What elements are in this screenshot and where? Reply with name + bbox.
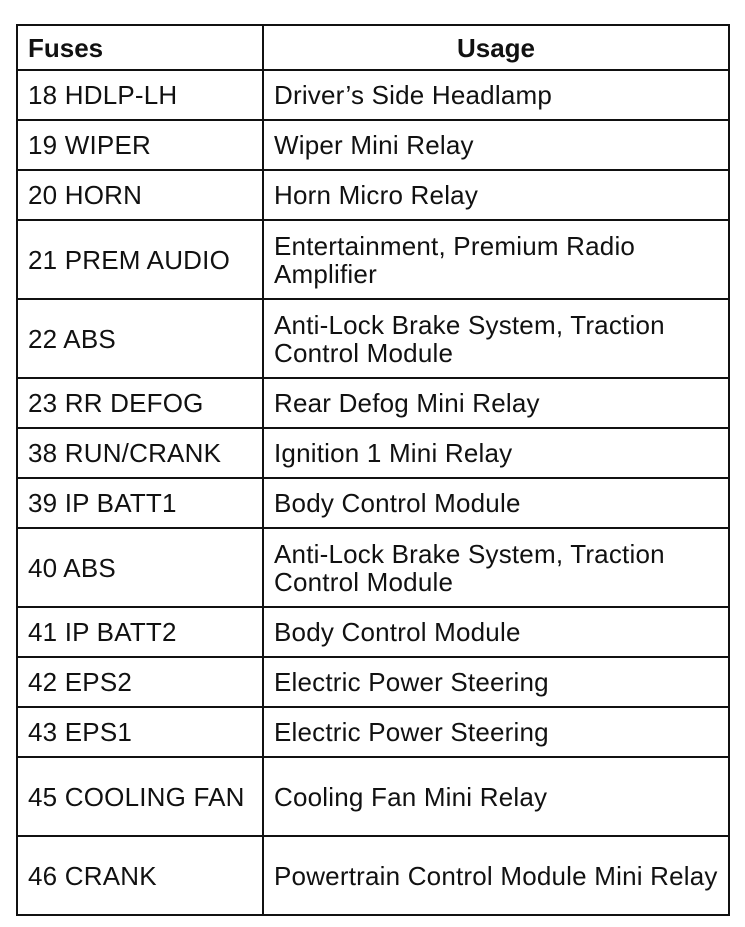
usage-label: Body Control Module: [274, 488, 521, 518]
usage-cell: [263, 170, 729, 220]
fuse-label: 40 ABS: [28, 552, 116, 583]
usage-label: Wiper Mini Relay: [274, 130, 474, 160]
table-row: [17, 299, 729, 378]
fuse-label: 23 RR DEFOG: [28, 388, 204, 418]
fuse-label: 18 HDLP-LH: [28, 80, 178, 110]
usage-cell: [263, 657, 729, 707]
fuse-cell: [17, 170, 263, 220]
fuse-label: 46 CRANK: [28, 860, 157, 891]
fuse-cell: [17, 70, 263, 120]
usage-label: Electric Power Steering: [274, 667, 549, 697]
usage-label: Electric Power Steering: [274, 717, 549, 747]
usage-cell: [263, 757, 729, 836]
usage-label: Horn Micro Relay: [274, 180, 479, 210]
table-row: [17, 528, 729, 607]
table-row: [17, 70, 729, 120]
usage-label: Cooling Fan Mini Relay: [274, 781, 548, 812]
usage-cell: [263, 120, 729, 170]
fuse-cell: [17, 528, 263, 607]
header-usage: Usage: [263, 25, 729, 70]
table-row: [17, 220, 729, 299]
table-row: [17, 707, 729, 757]
fuse-cell: [17, 707, 263, 757]
usage-cell: [263, 378, 729, 428]
fuse-label: 38 RUN/CRANK: [28, 438, 222, 468]
usage-cell: [263, 220, 729, 299]
usage-cell: [263, 707, 729, 757]
table-row: [17, 657, 729, 707]
usage-cell: [263, 70, 729, 120]
fuse-label: 20 HORN: [28, 180, 143, 210]
fuse-label: 19 WIPER: [28, 130, 151, 160]
fuse-cell: [17, 220, 263, 299]
table-row: [17, 478, 729, 528]
table-row: [17, 836, 729, 915]
usage-label: Body Control Module: [274, 617, 521, 647]
fuse-label: 39 IP BATT1: [28, 488, 177, 518]
table-row: [17, 120, 729, 170]
fuse-label: 45 COOLING FAN: [28, 781, 245, 812]
table-row: [17, 428, 729, 478]
table-row: [17, 757, 729, 836]
usage-label: Driver’s Side Headlamp: [274, 80, 552, 110]
fuse-cell: [17, 607, 263, 657]
fuse-cell: [17, 378, 263, 428]
table-row: [17, 607, 729, 657]
usage-cell: [263, 299, 729, 378]
fuse-label: 42 EPS2: [28, 667, 133, 697]
fuse-cell: [17, 478, 263, 528]
table-header-row: [17, 25, 729, 70]
fuse-cell: [17, 757, 263, 836]
usage-label: Anti-Lock Brake System, Traction Control Module: [274, 538, 665, 597]
table-row: [17, 378, 729, 428]
usage-cell: [263, 478, 729, 528]
usage-label: Powertrain Control Module Mini Relay: [274, 860, 718, 891]
fuse-label: 21 PREM AUDIO: [28, 244, 230, 275]
fuse-cell: [17, 836, 263, 915]
fuse-label: 43 EPS1: [28, 717, 133, 747]
table-row: [17, 170, 729, 220]
usage-cell: [263, 836, 729, 915]
fuse-cell: [17, 657, 263, 707]
fuse-usage-table: [16, 24, 730, 916]
fuse-cell: [17, 120, 263, 170]
fuse-cell: [17, 299, 263, 378]
usage-label: Ignition 1 Mini Relay: [274, 438, 513, 468]
usage-label: Rear Defog Mini Relay: [274, 388, 540, 418]
usage-label: Entertainment, Premium Radio Amplifier: [274, 230, 636, 289]
fuse-label: 22 ABS: [28, 323, 116, 354]
usage-cell: [263, 528, 729, 607]
header-fuses: Fuses: [17, 25, 263, 70]
usage-cell: [263, 428, 729, 478]
usage-label: Anti-Lock Brake System, Traction Control Module: [274, 309, 665, 368]
usage-cell: [263, 607, 729, 657]
fuse-label: 41 IP BATT2: [28, 617, 177, 647]
fuse-cell: [17, 428, 263, 478]
